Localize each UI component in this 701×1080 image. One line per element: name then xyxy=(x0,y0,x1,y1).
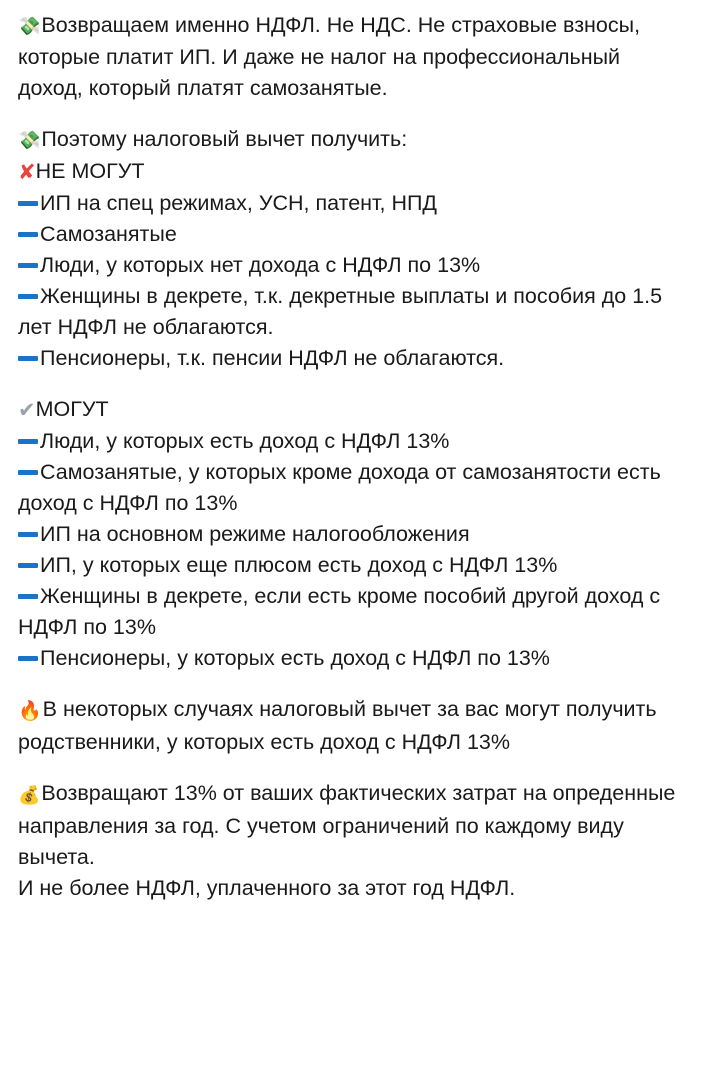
list-item-label: Пенсионеры, т.к. пенсии НДФЛ не облагаются. xyxy=(40,346,505,370)
list-item xyxy=(18,219,683,250)
dash-bullet-icon xyxy=(18,563,38,568)
list-item-label: Самозанятые xyxy=(40,222,177,246)
money-wings-icon: 💸 xyxy=(18,130,41,151)
list-item xyxy=(18,519,683,550)
dash-bullet-icon xyxy=(18,470,38,475)
dash-bullet-icon xyxy=(18,263,38,268)
intro-block xyxy=(18,10,683,104)
dash-bullet-icon xyxy=(18,439,38,444)
can-title-row xyxy=(18,394,683,426)
list-item-label: Люди, у которых есть доход с НДФЛ 13% xyxy=(40,429,450,453)
check-mark-icon: ✔ xyxy=(18,398,36,422)
list-item-label: ИП на спец режимах, УСН, патент, НПД xyxy=(40,191,437,215)
dash-bullet-icon xyxy=(18,594,38,599)
cannot-title: НЕ МОГУТ xyxy=(35,159,145,183)
money-bag-icon: 💰 xyxy=(18,785,41,806)
list-item xyxy=(18,188,683,219)
list-item xyxy=(18,426,683,457)
fire-icon: 🔥 xyxy=(18,700,42,722)
money-wings-icon: 💸 xyxy=(18,16,41,37)
deduction-header xyxy=(18,124,683,156)
cannot-title-row xyxy=(18,156,683,188)
dash-bullet-icon xyxy=(18,232,38,237)
list-item xyxy=(18,281,683,343)
deduction-header-text: Поэтому налоговый вычет получить: xyxy=(41,127,408,151)
list-item xyxy=(18,457,683,519)
list-item-label: Пенсионеры, у которых есть доход с НДФЛ по 13% xyxy=(40,646,550,670)
can-section xyxy=(18,394,683,674)
dash-bullet-icon xyxy=(18,356,38,361)
dash-bullet-icon xyxy=(18,656,38,661)
refund-paragraph-1 xyxy=(18,778,683,873)
can-list xyxy=(18,426,683,674)
cross-mark-icon: ✘ xyxy=(18,160,36,184)
dash-bullet-icon xyxy=(18,294,38,299)
relatives-block xyxy=(18,694,683,758)
refund-text-1: Возвращают 13% от ваших фактических затрат на опреденные направления за год. С учетом ограничений по каждому виду вычета. xyxy=(18,781,676,869)
list-item-label: Женщины в декрете, т.к. декретные выплаты и пособия до 1.5 лет НДФЛ не облагаются. xyxy=(18,284,663,339)
dash-bullet-icon xyxy=(18,201,38,206)
can-title: МОГУТ xyxy=(35,397,109,421)
list-item-label: ИП, у которых еще плюсом есть доход с НДФЛ 13% xyxy=(40,553,558,577)
list-item xyxy=(18,581,683,643)
deduction-section xyxy=(18,124,683,374)
list-item-label: Женщины в декрете, если есть кроме пособий другой доход с НДФЛ по 13% xyxy=(18,584,661,639)
refund-block xyxy=(18,778,683,904)
relatives-paragraph xyxy=(18,694,683,758)
dash-bullet-icon xyxy=(18,532,38,537)
refund-paragraph-2 xyxy=(18,873,683,904)
list-item-label: Самозанятые, у которых кроме дохода от самозанятости есть доход с НДФЛ по 13% xyxy=(18,460,661,515)
list-item-label: ИП на основном режиме налогообложения xyxy=(40,522,470,546)
list-item xyxy=(18,550,683,581)
intro-paragraph xyxy=(18,10,683,104)
cannot-list xyxy=(18,188,683,374)
intro-text: Возвращаем именно НДФЛ. Не НДС. Не страховые взносы, которые платит ИП. И даже не налог на профессиональный доход, который платят самозанятые. xyxy=(18,13,641,100)
refund-text-2: И не более НДФЛ, уплаченного за этот год НДФЛ. xyxy=(18,876,516,900)
list-item xyxy=(18,343,683,374)
relatives-text: В некоторых случаях налоговый вычет за вас могут получить родственники, у которых есть доход с НДФЛ 13% xyxy=(18,697,657,754)
list-item-label: Люди, у которых нет дохода с НДФЛ по 13% xyxy=(40,253,481,277)
list-item xyxy=(18,250,683,281)
list-item xyxy=(18,643,683,674)
